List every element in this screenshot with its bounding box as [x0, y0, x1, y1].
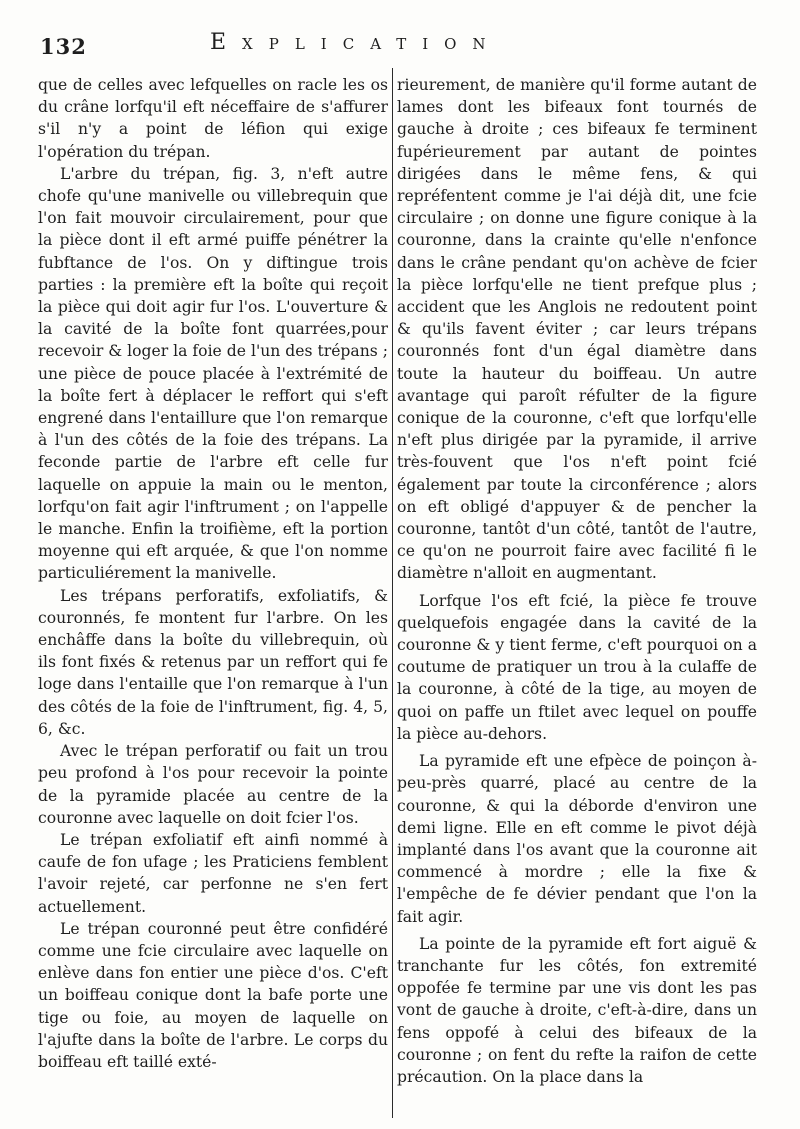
paragraph: Le trépan couronné peut être confidéré comme une fcie circulaire avec laquelle on enlève dans fon entier une pièce d'os. C'eft un boiffeau conique dont la bafe porte une tige ou foie, au moyen de laquelle on l'ajufte dans la boîte de l'arbre. Le corps du boiffeau eft taillé exté-	[38, 919, 388, 1071]
paragraph: Le trépan exfoliatif eft ainfi nommé à caufe de fon ufage ; les Praticiens femblent l'avoir rejeté, car perfonne ne s'en fert actuellement.	[38, 830, 388, 916]
left-column	[38, 74, 388, 1073]
paragraph: Les trépans perforatifs, exfoliatifs, & couronnés, fe montent fur l'arbre. On les enchâffe dans la boîte du villebrequin, où ils font fixés & retenus par un reffort qui fe loge dans l'entaille que l'on remarque à l'un des côtés de la foie de l'inftrument, fig. 4, 5, 6, &c.	[38, 586, 388, 738]
right-column	[397, 74, 757, 1088]
paragraph: Avec le trépan perforatif ou fait un trou peu profond à l'os pour recevoir la pointe de la pyramide placée au centre de la couronne avec laquelle on doit fcier l'os.	[38, 742, 388, 827]
paragraph: Lorfque l'os eft fcié, la pièce fe trouve quelquefois engagée dans la cavité de la couronne & y tient ferme, c'eft pourquoi on a coutume de pratiquer un trou à la culaffe de la couronne, à côté de la tige, au moyen de quoi on paffe un ftilet avec lequel on pouffe la pièce au-dehors.	[397, 591, 757, 743]
paragraph: La pyramide eft une efpèce de poinçon à-peu-près quarré, placé au centre de la couronne, & qui la déborde d'environ une demi ligne. Elle en eft comme le pivot déjà implanté dans l'os avant que la couronne ait commencé à mordre ; elle la fixe & l'empêche de fe dévier pendant que l'on la fait agir.	[397, 752, 757, 926]
page-number: 132	[40, 34, 87, 59]
paragraph: La pointe de la pyramide eft fort aiguë & tranchante fur les côtés, fon extremité oppofée fe termine par une vis dont les pas vont de gauche à droite, c'eft-à-dire, dans un fens oppofé à celui des bifeaux de la couronne ; on fent du refte la raifon de cette précaution. On la place dans la	[397, 934, 757, 1086]
running-head: Explication	[210, 30, 502, 55]
column-divider	[392, 68, 393, 1118]
paragraph: L'arbre du trépan, fig. 3, n'eft autre chofe qu'une manivelle ou villebrequin que l'on fait mouvoir circulairement, pour que la pièce dont il eft armé puiffe pénétrer la fubftance de l'os. On y diftingue trois parties : la première eft la boîte qui reçoit la pièce qui doit agir fur l'os. L'ouverture & la cavité de la boîte font quarrées,pour recevoir & loger la foie de l'un des trépans ; une pièce de pouce placée à l'extrémité de la boîte fert à déplacer le reffort qui s'eft engrené dans l'entaillure que l'on remarque à l'un des côtés de la foie des trépans. La feconde partie de l'arbre eft celle fur laquelle on appuie la main ou le menton, lorfqu'on fait agir l'inftrument ; on l'appelle le manche. Enfin la troifième, eft la portion moyenne qui eft arquée, & que l'on nomme particuliérement la manivelle.	[38, 164, 388, 583]
paragraph: rieurement, de manière qu'il forme autant de lames dont les bifeaux font tournés de gauche à droite ; ces bifeaux fe terminent fupérieurement par autant de pointes dirigées dans le même fens, & qui repréfentent comme je l'ai déjà dit, une fcie circulaire ; on donne une figure conique à la couronne, dans la crainte qu'elle n'enfonce dans le crâne pendant qu'on achève de fcier la pièce lorfqu'elle ne tient prefque plus ; accident que les Anglois ne redoutent point & qu'ils favent éviter ; car leurs trépans couronnés font d'un égal diamètre dans toute la hauteur du boiffeau. Un autre avantage qui paroît réfulter de la figure conique de la couronne, c'eft que lorfqu'elle n'eft plus dirigée par la pyramide, il arrive très-fouvent que l'os n'eft point fcié également par toute la circonférence ; alors on eft obligé d'appuyer & de pencher la couronne, tantôt d'un côté, tantôt de l'autre, ce qu'on ne pourroit faire avec facilité fi le diamètre n'alloit en augmentant.	[397, 76, 757, 583]
paragraph: que de celles avec lefquelles on racle les os du crâne lorfqu'il eft néceffaire de s'affurer s'il n'y a point de léfion qui exige l'opération du trépan.	[38, 76, 388, 161]
